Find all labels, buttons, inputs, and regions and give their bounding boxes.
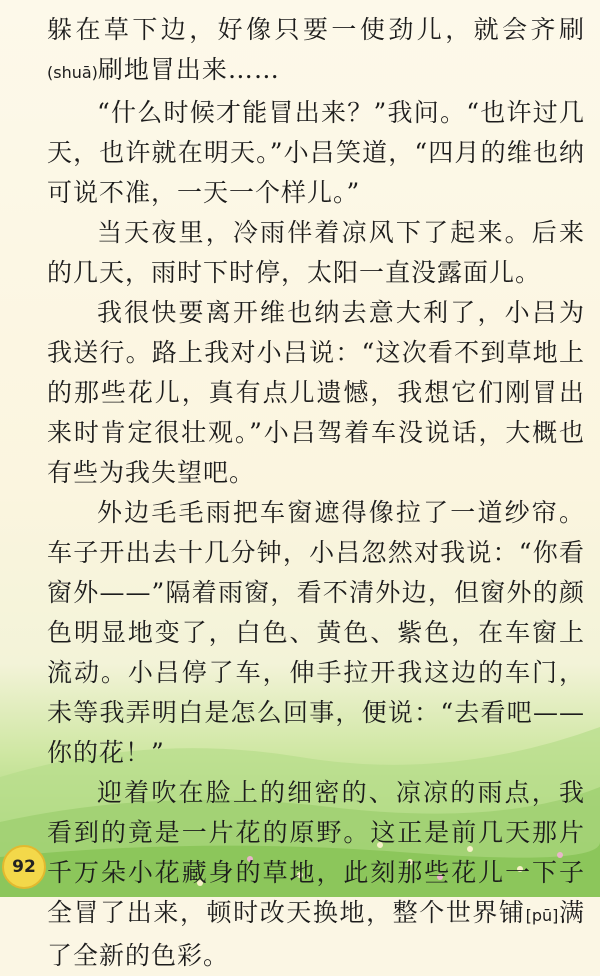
paragraph: “什么时候才能冒出来？”我问。“也许过几天，也许就在明天。”小吕笑道，“四月的维也纳可说不准，一天一个样儿。” [47, 98, 585, 207]
pinyin-annotation: (shuā) [47, 63, 98, 82]
pinyin-annotation: [pū] [525, 906, 559, 925]
paragraph: 我很快要离开维也纳去意大利了，小吕为我送行。路上我对小吕说：“这次看不到草地上的那些花儿，真有点儿遗憾，我想它们刚冒出来时肯定很壮观。”小吕驾着车没说话，大概也有些为我失望吧。 [47, 298, 585, 487]
text-segment: 躲在草下边，好像只要一使劲儿，就会齐刷 [47, 15, 585, 44]
text-segment: 刷地冒出来…… [97, 55, 280, 84]
paragraph [47, 773, 585, 976]
page-number: 92 [2, 845, 46, 889]
article-text [47, 10, 585, 976]
paragraph-continued [47, 10, 585, 93]
text-segment: 满了全新的色彩。 [47, 898, 585, 970]
text-segment: 迎着吹在脸上的细密的、凉凉的雨点，我看到的竟是一片花的原野。这正是前几天那片千万朵小花藏身的草地，此刻那些花儿一下子全冒了出来，顿时改天换地，整个世界铺 [47, 778, 585, 927]
paragraph: 外边毛毛雨把车窗遮得像拉了一道纱帘。车子开出去十几分钟，小吕忽然对我说：“你看窗外——”隔着雨窗，看不清外边，但窗外的颜色明显地变了，白色、黄色、紫色，在车窗上流动。小吕停了车，伸手拉开我这边的车门，未等我弄明白是怎么回事，便说：“去看吧——你的花！” [47, 498, 585, 767]
paragraph: 当天夜里，冷雨伴着凉风下了起来。后来的几天，雨时下时停，太阳一直没露面儿。 [47, 218, 585, 287]
